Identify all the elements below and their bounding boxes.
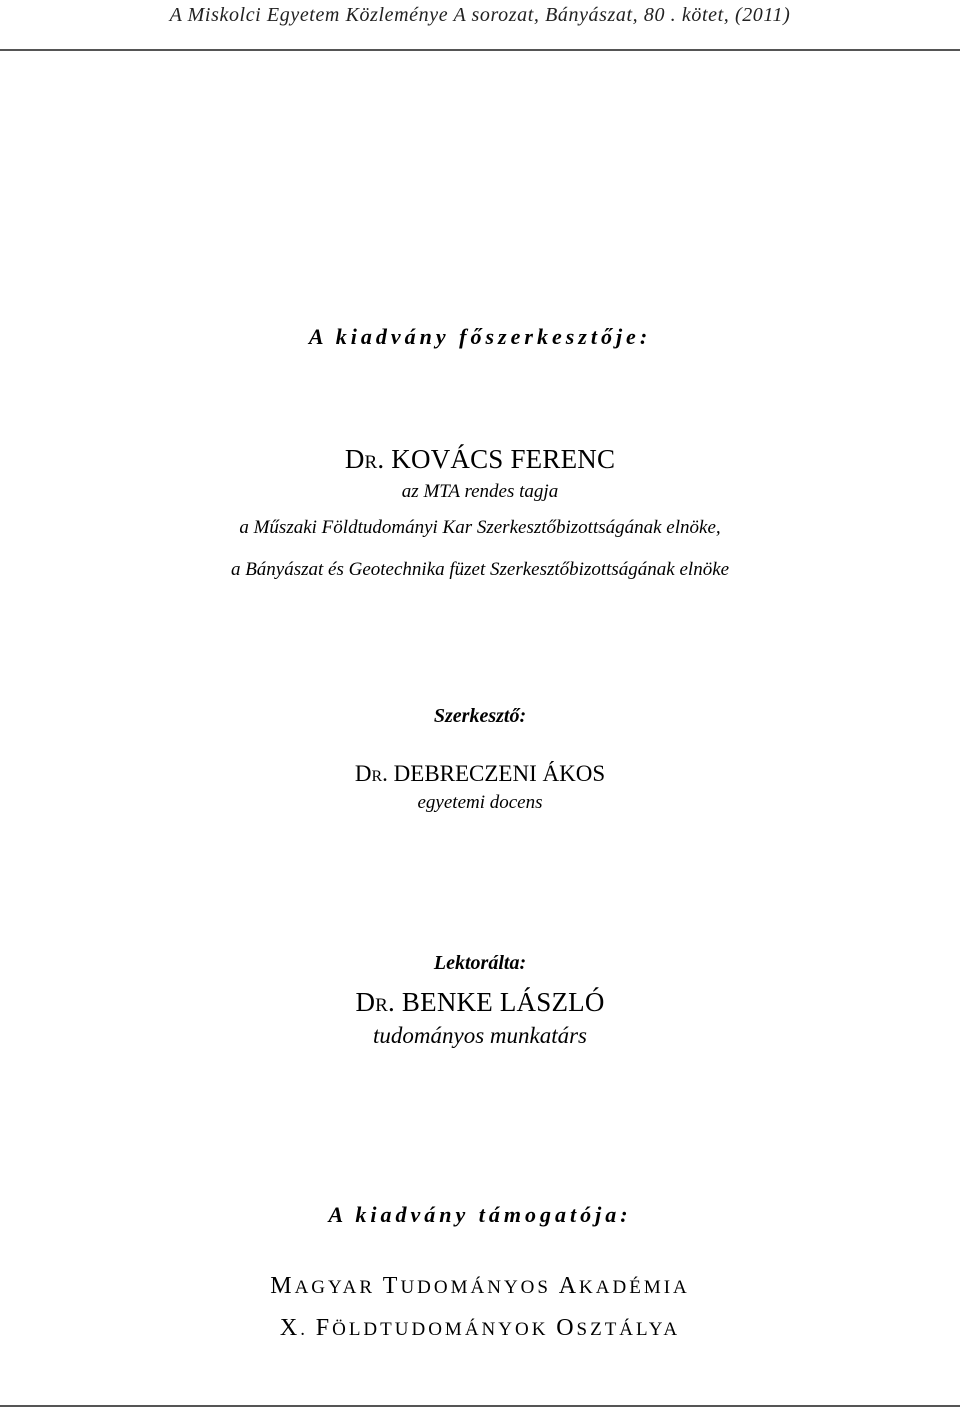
- org-word-rest: .: [300, 1319, 308, 1340]
- name-small-caps: R: [364, 452, 378, 473]
- org-word-rest: UDOMÁNYOS: [400, 1277, 551, 1298]
- sponsor-org-1: [0, 1274, 960, 1298]
- name-main: . KOVÁCS FERENC: [377, 444, 616, 474]
- org-word-rest: AGYAR: [294, 1277, 376, 1298]
- editor-title: egyetemi docens: [417, 792, 543, 813]
- org-word-initial: A: [558, 1273, 580, 1299]
- org-word-initial: X: [279, 1315, 301, 1341]
- org-word-initial: O: [556, 1315, 577, 1341]
- sponsor-heading: A kiadvány támogatója:: [328, 1202, 632, 1227]
- editor-in-chief-role-1: az MTA rendes tagja: [401, 481, 559, 502]
- editor-in-chief-role-3: a Bányászat és Geotechnika füzet Szerkesztőbizottságának elnöke: [230, 559, 730, 580]
- name-main: . BENKE LÁSZLÓ: [388, 987, 605, 1017]
- org-word-rest: SZTÁLYA: [576, 1319, 681, 1340]
- reviewer-name: [0, 989, 960, 1016]
- org-word-initial: T: [382, 1273, 401, 1299]
- reviewer-heading: Lektorálta:: [433, 952, 527, 974]
- editor-heading: Szerkesztő:: [433, 705, 527, 727]
- org-word-rest: KADÉMIA: [579, 1277, 690, 1298]
- org-word-initial: F: [315, 1315, 333, 1341]
- org-word-initial: M: [270, 1273, 295, 1299]
- editor-in-chief-heading: A kiadvány főszerkesztője:: [308, 324, 652, 349]
- reviewer-title: tudományos munkatárs: [372, 1023, 588, 1048]
- name-small-caps: R: [371, 768, 383, 785]
- name-main: . DEBRECZENI ÁKOS: [382, 761, 606, 786]
- name-initial: D: [355, 987, 376, 1017]
- editor-in-chief-role-2: a Műszaki Földtudományi Kar Szerkesztőbizottságának elnöke,: [239, 517, 721, 538]
- name-small-caps: R: [375, 995, 389, 1016]
- org-word-rest: ÖLDTUDOMÁNYOK: [332, 1319, 549, 1340]
- running-header: A Miskolci Egyetem Közleménye A sorozat, Bányászat, 80 . kötet, (2011): [169, 4, 791, 26]
- editor-name: [0, 762, 960, 785]
- name-initial: D: [344, 444, 365, 474]
- header-rule: [0, 49, 960, 51]
- footer-rule: [0, 1405, 960, 1407]
- name-initial: D: [354, 761, 372, 786]
- editor-in-chief-name: [0, 446, 960, 473]
- sponsor-org-2: [0, 1316, 960, 1340]
